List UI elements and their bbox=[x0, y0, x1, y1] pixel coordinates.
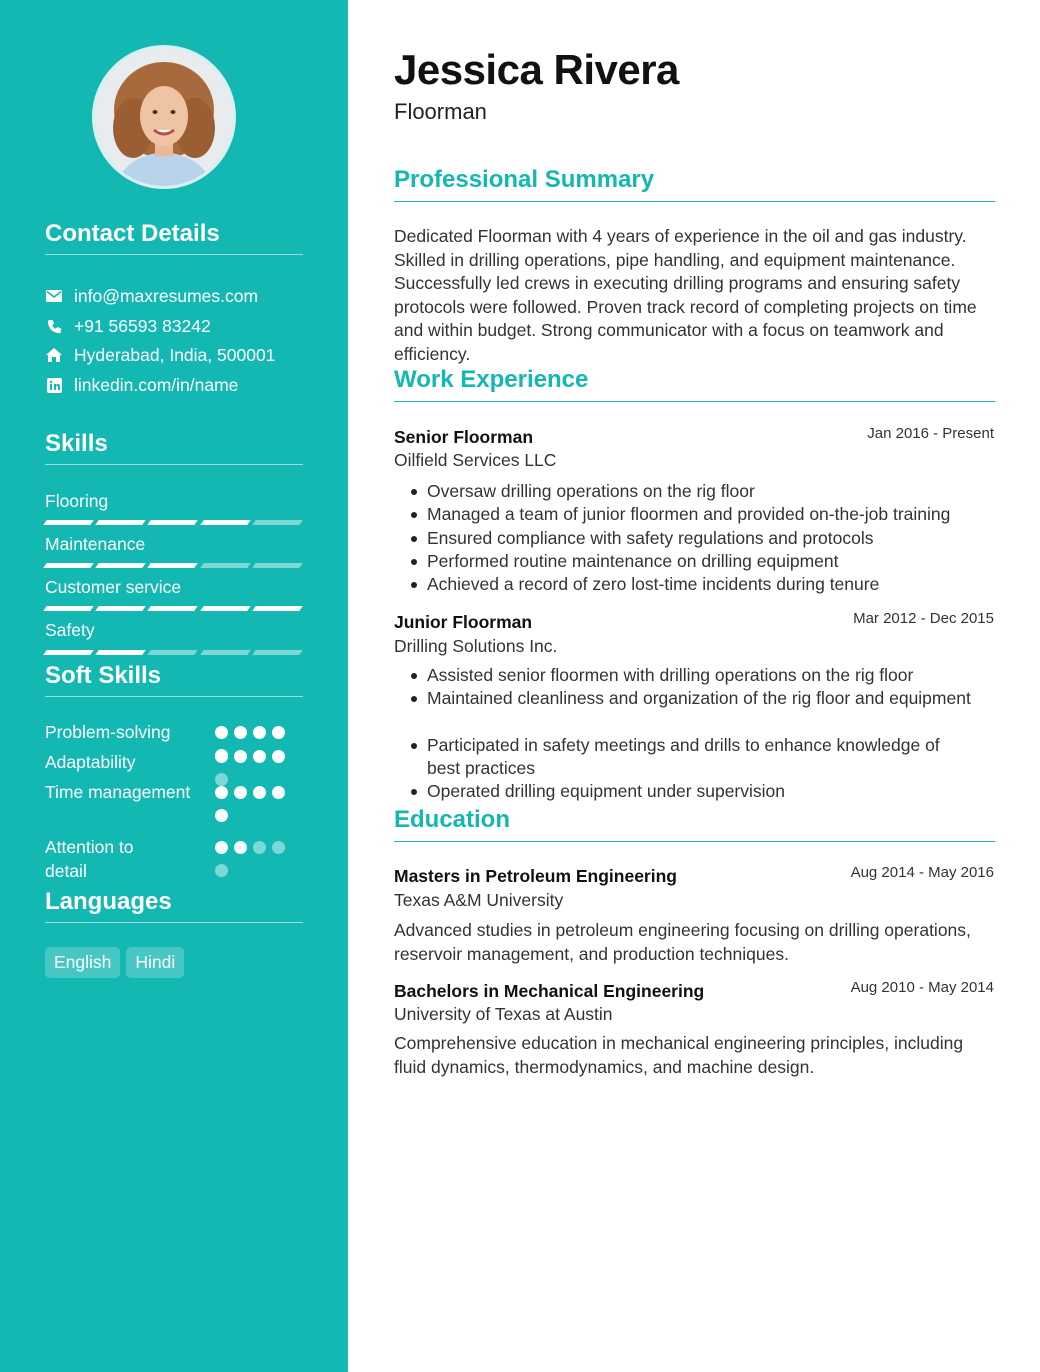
skills-heading: Skills bbox=[45, 430, 303, 465]
rating-dot-filled bbox=[215, 786, 228, 799]
contact-linkedin-text: linkedin.com/in/name bbox=[74, 374, 239, 395]
skill-segment-filled bbox=[43, 520, 94, 525]
skill-bar bbox=[45, 650, 301, 655]
envelope-icon bbox=[45, 288, 63, 304]
soft-skill-dots bbox=[215, 750, 295, 786]
education-heading: Education bbox=[394, 806, 995, 842]
experience-heading: Work Experience bbox=[394, 366, 995, 402]
skill-segment-filled bbox=[43, 650, 94, 655]
skill-name: Flooring bbox=[45, 491, 109, 511]
contact-phone-text: +91 56593 83242 bbox=[74, 315, 211, 336]
skill-segment-empty bbox=[200, 650, 251, 655]
list-item: Performed routine maintenance on drilling equipment bbox=[408, 550, 998, 573]
skill-segment-filled bbox=[148, 606, 199, 611]
job-bullets bbox=[408, 480, 998, 596]
skill-name: Maintenance bbox=[45, 534, 146, 554]
skill-segment-filled bbox=[95, 520, 146, 525]
rating-dot-filled bbox=[272, 786, 285, 799]
degree-title: Bachelors in Mechanical Engineering bbox=[394, 981, 705, 1001]
skill-segment-filled bbox=[148, 520, 199, 525]
soft-skill-name: Attention to detail bbox=[45, 837, 134, 881]
contact-linkedin[interactable] bbox=[45, 374, 238, 396]
rating-dot-filled bbox=[272, 726, 285, 739]
degree-description: Comprehensive education in mechanical engineering principles, including fluid dynamics, thermodynamics, and machine design. bbox=[394, 1033, 964, 1077]
contact-heading: Contact Details bbox=[45, 220, 303, 255]
skill-segment-empty bbox=[148, 650, 199, 655]
languages-heading: Languages bbox=[45, 888, 303, 923]
skill-segment-filled bbox=[200, 520, 251, 525]
skill-bar bbox=[45, 563, 301, 568]
job-title: Senior Floorman bbox=[394, 427, 534, 447]
candidate-name: Jessica Rivera bbox=[394, 46, 679, 93]
rating-dot-empty bbox=[215, 864, 228, 877]
job-date: Mar 2012 - Dec 2015 bbox=[853, 610, 994, 627]
rating-dot-filled bbox=[234, 726, 247, 739]
rating-dot-filled bbox=[234, 786, 247, 799]
language-tag: Hindi bbox=[126, 947, 184, 978]
summary-text: Dedicated Floorman with 4 years of experience in the oil and gas industry. Skilled in drilling operations, pipe handling, and equipment maintenance. Successfully led crews in executing drilling programs and ensuring safety protocols were followed. Proven track record of completing projects on time and within budget. Strong communicator with a focus on teamwork and efficiency. bbox=[394, 226, 977, 364]
job-date: Jan 2016 - Present bbox=[867, 425, 994, 442]
job-company: Drilling Solutions Inc. bbox=[394, 636, 558, 656]
skill-segment-filled bbox=[148, 563, 199, 568]
soft-skill-name: Adaptability bbox=[45, 752, 136, 772]
skill-segment-empty bbox=[252, 650, 303, 655]
soft-skills-heading: Soft Skills bbox=[45, 662, 303, 697]
rating-dot-filled bbox=[253, 726, 266, 739]
contact-email-text: info@maxresumes.com bbox=[74, 285, 259, 306]
school-name: Texas A&M University bbox=[394, 890, 564, 910]
list-item: Ensured compliance with safety regulations and protocols bbox=[408, 527, 998, 550]
rating-dot-empty bbox=[215, 773, 228, 786]
skill-segment-filled bbox=[252, 606, 303, 611]
contact-email[interactable] bbox=[45, 285, 258, 307]
rating-dot-filled bbox=[253, 786, 266, 799]
skill-segment-filled bbox=[200, 606, 251, 611]
avatar bbox=[92, 45, 236, 189]
rating-dot-filled bbox=[215, 809, 228, 822]
linkedin-icon bbox=[45, 377, 63, 393]
degree-title: Masters in Petroleum Engineering bbox=[394, 866, 677, 886]
skill-segment-filled bbox=[95, 650, 146, 655]
language-tag: English bbox=[45, 947, 120, 978]
school-name: University of Texas at Austin bbox=[394, 1004, 613, 1024]
phone-icon bbox=[45, 318, 63, 334]
rating-dot-filled bbox=[215, 841, 228, 854]
skill-segment-filled bbox=[43, 606, 94, 611]
job-company: Oilfield Services LLC bbox=[394, 450, 557, 470]
list-item: Managed a team of junior floormen and provided on-the-job training bbox=[408, 503, 998, 526]
rating-dot-filled bbox=[215, 726, 228, 739]
soft-skill-name: Problem-solving bbox=[45, 722, 171, 742]
rating-dot-filled bbox=[215, 750, 228, 763]
candidate-title: Floorman bbox=[394, 99, 487, 124]
degree-description: Advanced studies in petroleum engineering focusing on drilling operations, reservoir management, and production techniques. bbox=[394, 920, 971, 964]
soft-skill-dots bbox=[215, 786, 295, 822]
contact-address-text: Hyderabad, India, 500001 bbox=[74, 344, 276, 365]
list-item: Assisted senior floormen with drilling operations on the rig floor bbox=[408, 664, 998, 687]
list-item: Achieved a record of zero lost-time incidents during tenure bbox=[408, 573, 998, 596]
skill-bar bbox=[45, 520, 301, 525]
rating-dot-filled bbox=[253, 750, 266, 763]
list-item: Oversaw drilling operations on the rig floor bbox=[408, 480, 998, 503]
job-bullets bbox=[408, 664, 998, 803]
profile-photo bbox=[95, 48, 233, 186]
skill-segment-empty bbox=[252, 563, 303, 568]
skill-segment-filled bbox=[95, 563, 146, 568]
sidebar bbox=[0, 0, 348, 1372]
rating-dot-filled bbox=[234, 750, 247, 763]
skill-segment-filled bbox=[43, 563, 94, 568]
skill-segment-filled bbox=[95, 606, 146, 611]
skill-name: Safety bbox=[45, 620, 95, 640]
contact-address bbox=[45, 344, 275, 366]
job-title: Junior Floorman bbox=[394, 612, 533, 632]
list-item: Maintained cleanliness and organization of the rig floor and equipment bbox=[408, 687, 998, 710]
soft-skill-dots bbox=[215, 841, 295, 877]
list-item: Operated drilling equipment under supervision bbox=[408, 780, 998, 803]
contact-phone[interactable] bbox=[45, 315, 211, 337]
skill-segment-empty bbox=[200, 563, 251, 568]
rating-dot-empty bbox=[272, 841, 285, 854]
language-list bbox=[45, 947, 184, 978]
summary-heading: Professional Summary bbox=[394, 166, 995, 202]
list-item: Participated in safety meetings and drills to enhance knowledge of best practices bbox=[408, 734, 998, 781]
rating-dot-empty bbox=[253, 841, 266, 854]
rating-dot-filled bbox=[272, 750, 285, 763]
degree-date: Aug 2010 - May 2014 bbox=[850, 979, 994, 996]
skill-name: Customer service bbox=[45, 577, 182, 597]
degree-date: Aug 2014 - May 2016 bbox=[850, 864, 994, 881]
skill-segment-empty bbox=[252, 520, 303, 525]
rating-dot-filled bbox=[234, 841, 247, 854]
skill-bar bbox=[45, 606, 301, 611]
home-icon bbox=[45, 347, 63, 363]
soft-skill-name: Time management bbox=[45, 782, 191, 802]
